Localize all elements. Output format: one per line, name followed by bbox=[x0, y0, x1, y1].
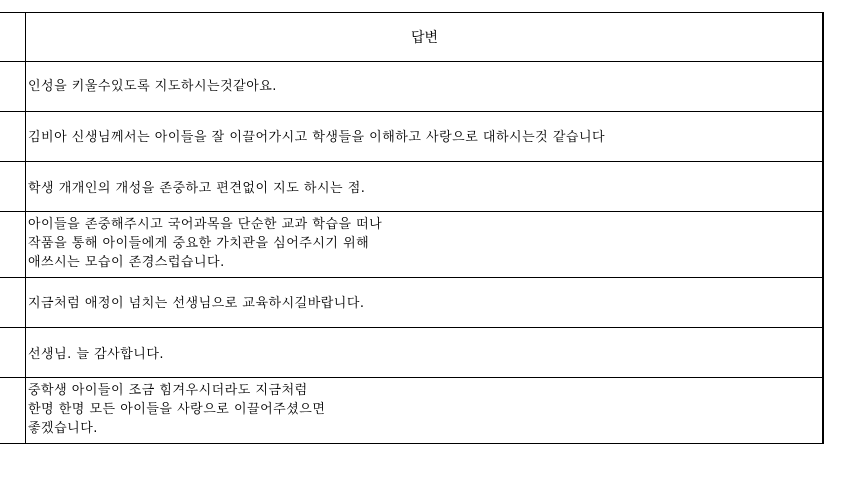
answer-text-line: 작품을 통해 아이들에게 중요한 가치관을 심어주시기 위해 bbox=[28, 236, 370, 251]
table-row bbox=[28, 179, 820, 198]
row-divider bbox=[0, 111, 824, 112]
row-divider bbox=[0, 61, 824, 62]
table-row bbox=[28, 381, 820, 438]
answer-text-line: 지금처럼 애정이 넘치는 선생님으로 교육하시길바랍니다. bbox=[28, 296, 365, 311]
row-divider bbox=[0, 277, 824, 278]
row-divider bbox=[0, 211, 824, 212]
answer-text-line: 김비아 신생님께서는 아이들을 잘 이끌어가시고 학생들을 이해하고 사랑으로 대하시는것 같습니다 bbox=[28, 130, 606, 145]
table-border-bottom bbox=[0, 443, 824, 444]
answer-text-line: 선생님. 늘 감사합니다. bbox=[28, 347, 165, 362]
table-row bbox=[28, 215, 820, 272]
response-table bbox=[0, 12, 824, 444]
answer-text-line: 인성을 키울수있도록 지도하시는것같아요. bbox=[28, 79, 277, 94]
table-row bbox=[28, 294, 820, 313]
answer-text-line: 한명 한명 모든 아이들을 사랑으로 이끌어주셨으면 bbox=[28, 402, 326, 417]
table-border-left-column bbox=[25, 12, 26, 444]
answer-text-line: 아이들을 존중해주시고 국어과목을 단순한 교과 학습을 떠나 bbox=[28, 217, 383, 232]
table-border-right bbox=[822, 12, 824, 444]
row-divider bbox=[0, 327, 824, 328]
answer-text-line: 중학생 아이들이 조금 힘겨우시더라도 지금처럼 bbox=[28, 383, 308, 398]
row-divider bbox=[0, 161, 824, 162]
table-row bbox=[28, 128, 820, 147]
column-header-answer: 답변 bbox=[410, 29, 439, 46]
table-row bbox=[28, 77, 820, 96]
table-row bbox=[28, 345, 820, 364]
row-divider bbox=[0, 377, 824, 378]
answer-text-line: 학생 개개인의 개성을 존중하고 편견없이 지도 하시는 점. bbox=[28, 181, 366, 196]
answer-text-line: 좋겠습니다. bbox=[28, 421, 98, 436]
answer-text-line: 애쓰시는 모습이 존경스럽습니다. bbox=[28, 255, 225, 270]
